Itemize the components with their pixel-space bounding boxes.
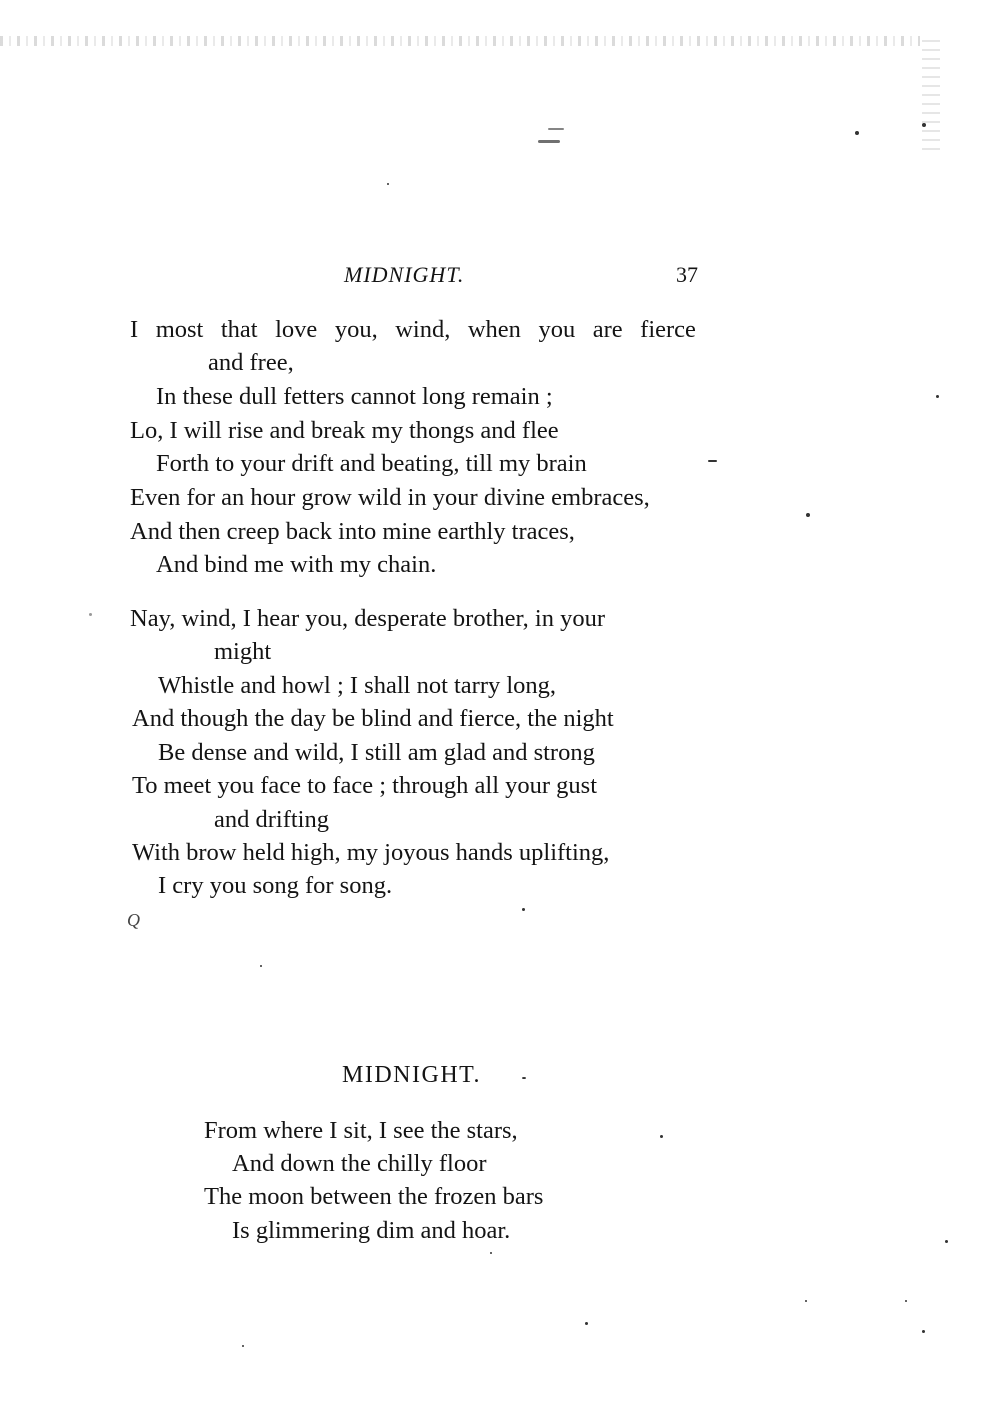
poem-line: Forth to your drift and beating, till my brain (156, 450, 587, 477)
poem-line: I cry you song for song. (158, 872, 393, 899)
running-head-title: MIDNIGHT. (344, 262, 465, 287)
print-speck (922, 1330, 925, 1333)
poem-word: fierce (640, 316, 696, 343)
poem-line: Is glimmering dim and hoar. (232, 1217, 511, 1244)
print-speck (89, 613, 92, 616)
poem-line: With brow held high, my joyous hands uplifting, (132, 839, 610, 866)
poem-word: love (275, 316, 318, 343)
print-speck (922, 123, 926, 127)
poem-word: you (538, 316, 576, 343)
print-speck (936, 395, 939, 398)
print-speck (490, 1252, 492, 1254)
poem-word: when (467, 316, 521, 343)
print-speck (522, 1077, 526, 1079)
poem-line: To meet you face to face ; through all your gust (132, 772, 597, 799)
print-speck (242, 1345, 244, 1347)
print-speck (387, 183, 389, 185)
print-speck (538, 140, 560, 143)
page-right-edge-noise (922, 40, 940, 150)
poem-line: Nay, wind, I hear you, desperate brother, in your (130, 605, 606, 632)
poem-line: And though the day be blind and fierce, the night (132, 705, 614, 732)
print-speck (522, 908, 525, 911)
poem-line: and free, (208, 349, 294, 376)
print-speck (855, 131, 859, 135)
poem-word: are (592, 316, 623, 343)
poem-line: Whistle and howl ; I shall not tarry long, (158, 672, 557, 699)
print-speck (805, 1300, 807, 1302)
poem-line: From where I sit, I see the stars, (204, 1117, 518, 1144)
page-top-edge-noise (0, 36, 920, 46)
print-speck (806, 513, 810, 517)
poem-line: and drifting (214, 806, 329, 833)
poem-title: MIDNIGHT. (342, 1062, 482, 1088)
stray-mark: Q (127, 910, 140, 930)
poem-word: that (220, 316, 258, 343)
poem-line-justified (130, 315, 696, 345)
poem-line: Even for an hour grow wild in your divine embraces, (130, 484, 650, 511)
poem-line: And then creep back into mine earthly traces, (130, 518, 575, 545)
print-speck (585, 1322, 588, 1325)
print-speck (945, 1240, 948, 1243)
page-number: 37 (676, 262, 698, 287)
print-speck (260, 965, 262, 967)
print-speck (548, 128, 564, 130)
poem-word: you, (334, 316, 378, 343)
poem-line: Be dense and wild, I still am glad and strong (158, 739, 595, 766)
poem-line: And down the chilly floor (232, 1150, 487, 1177)
poem-word: I (130, 316, 139, 343)
poem-line: In these dull fetters cannot long remain ; (156, 383, 553, 410)
poem-word: most (155, 316, 204, 343)
print-speck (660, 1135, 663, 1138)
poem-line: And bind me with my chain. (156, 551, 437, 578)
running-head (130, 262, 700, 292)
print-speck (905, 1300, 907, 1302)
poem-line: The moon between the frozen bars (204, 1183, 544, 1210)
poem-line: Lo, I will rise and break my thongs and flee (130, 417, 559, 444)
print-speck (708, 460, 717, 462)
poem-word: wind, (395, 316, 451, 343)
poem-line: might (214, 638, 272, 665)
